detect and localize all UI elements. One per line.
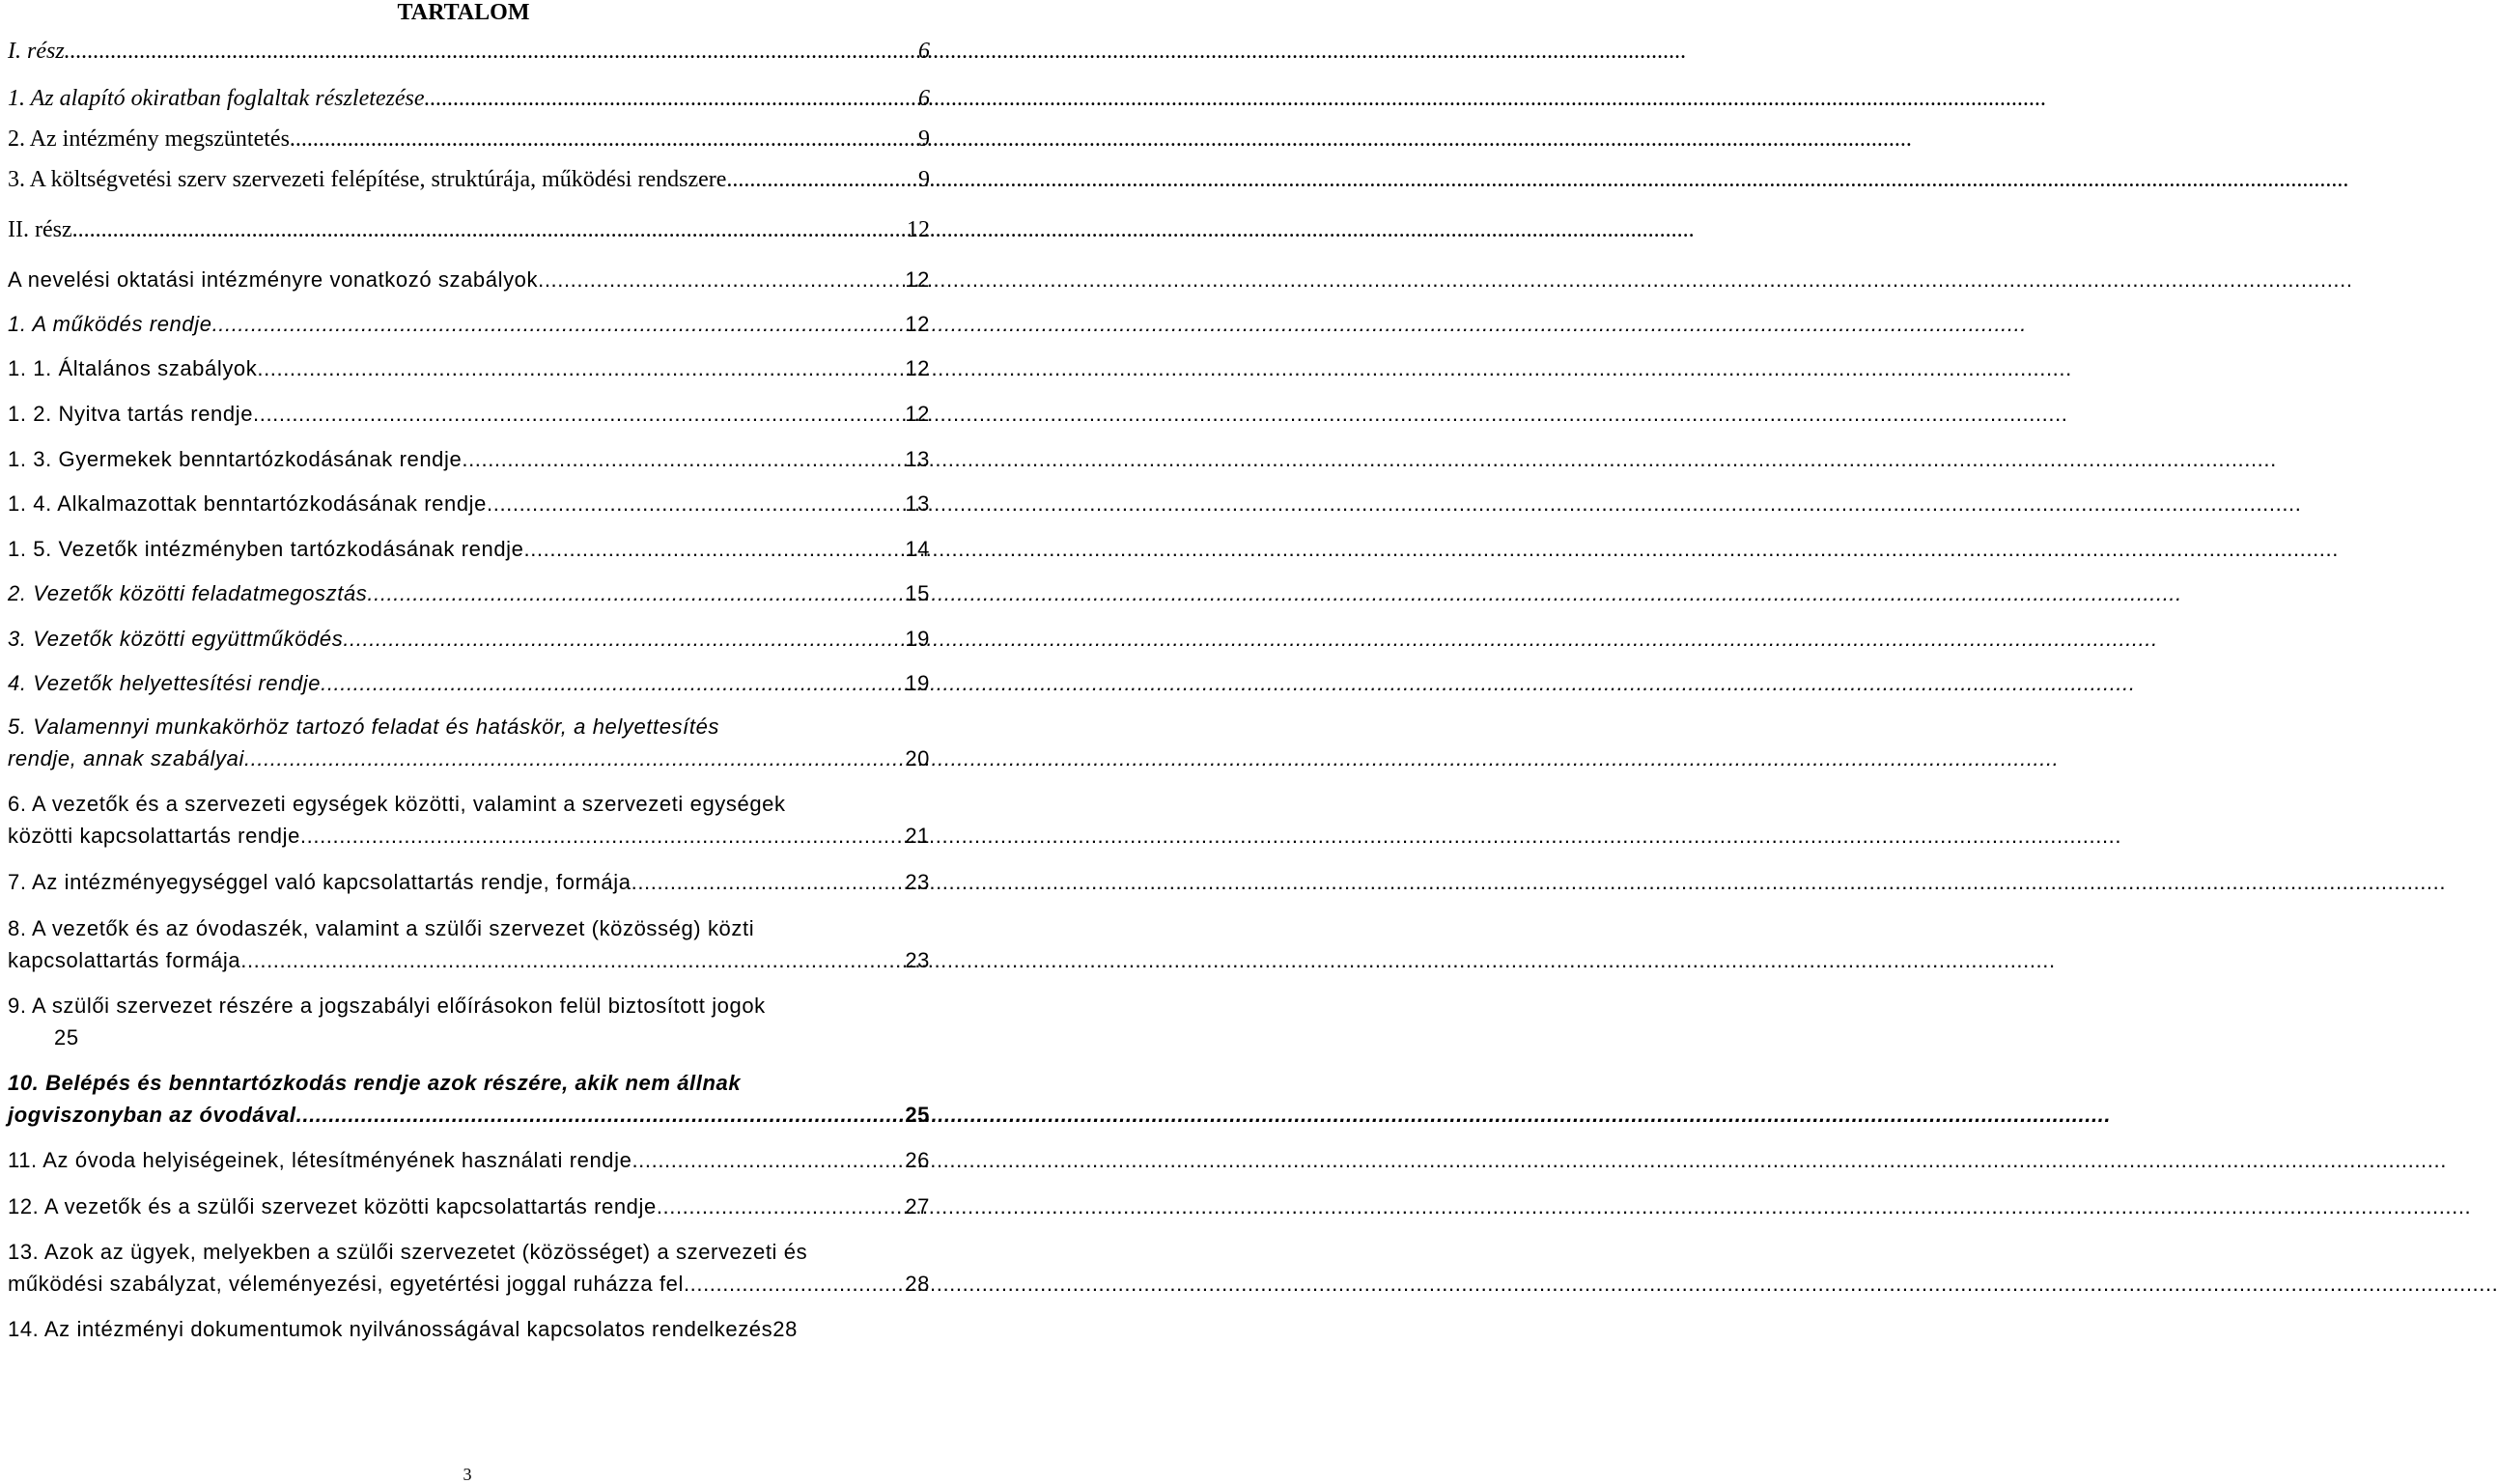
toc-entry-6-kapcsolattartas[interactable]	[8, 788, 930, 852]
toc-entry-page: 14	[905, 537, 930, 561]
toc-entry-page: 12	[905, 356, 930, 380]
dot-leader	[462, 443, 905, 475]
toc-entry-page: 27	[905, 1194, 930, 1218]
toc-entry-page: 28	[772, 1317, 798, 1341]
toc-entry-2-megszuntetes[interactable]	[8, 124, 930, 155]
toc-entry-page: 9	[918, 126, 930, 152]
toc-entry-page: 21	[905, 824, 930, 848]
toc-entry-page: 23	[905, 948, 930, 972]
toc-entry-text-continued: rendje, annak szabályai	[8, 746, 244, 770]
dot-leader	[657, 1190, 906, 1222]
toc-entry-4-helyettesitesi-rendje[interactable]	[8, 667, 930, 699]
toc-entry-text: 3. A költségvetési szerv szervezeti felépítése, struktúrája, működési rendszere	[8, 167, 727, 192]
toc-entry-1-alapito-okirat[interactable]	[8, 83, 930, 115]
dot-leader	[244, 742, 905, 774]
dot-leader	[257, 352, 905, 384]
toc-entry-text: 7. Az intézményegységgel való kapcsolattartás rendje, formája	[8, 870, 632, 894]
toc-entry-text: 12. A vezetők és a szülői szervezet közötti kapcsolattartás rendje	[8, 1194, 657, 1218]
dot-leader	[290, 124, 918, 155]
toc-entry-text: 11. Az óvoda helyiségeinek, létesítményének használati rendje	[8, 1148, 632, 1172]
toc-entry-page: 15	[905, 581, 930, 605]
toc-entry-text: 1. 2. Nyitva tartás rendje	[8, 402, 254, 426]
toc-entry-text: II. rész	[8, 217, 72, 242]
toc-entry-text: 1. 1. Általános szabályok	[8, 356, 258, 380]
page-number: 3	[463, 1465, 472, 1484]
toc-entry-page: 26	[905, 1148, 930, 1172]
toc-entry-page: 23	[905, 870, 930, 894]
dot-leader	[632, 1144, 905, 1176]
toc-entry-text: 9. A szülői szervezet részére a jogszabályi előírásokon felül biztosított jogok	[8, 994, 766, 1018]
dot-leader	[538, 264, 905, 295]
toc-entry-14-dokumentumok[interactable]	[8, 1313, 930, 1345]
toc-entry-page: 13	[905, 491, 930, 516]
toc-entry-text: 3. Vezetők közötti együttműködés	[8, 627, 344, 651]
toc-entry-page: 12	[905, 402, 930, 426]
toc-entry-page: 12	[905, 267, 930, 292]
dot-leader	[632, 866, 906, 898]
toc-entry-ii-resz[interactable]	[8, 214, 930, 246]
toc-entry-text: 4. Vezetők helyettesítési rendje	[8, 671, 322, 695]
toc-entry-1-mukodes-rendje[interactable]	[8, 308, 930, 340]
toc-entry-text: 13. Azok az ügyek, melyekben a szülői szervezetet (közösséget) a szervezeti és	[8, 1240, 808, 1264]
toc-entry-text-continued: működési szabályzat, véleményezési, egyetértési joggal ruházza fel	[8, 1272, 684, 1296]
toc-entry-page: 9	[918, 167, 930, 192]
toc-entry-page: 28	[905, 1272, 930, 1296]
toc-entry-page: 13	[905, 447, 930, 471]
toc-entry-text: A nevelési oktatási intézményre vonatkozó szabályok	[8, 267, 539, 292]
toc-entry-page: 6	[918, 39, 930, 64]
toc-entry-9-szuloi-jogok[interactable]	[8, 990, 930, 1053]
toc-entry-text: 10. Belépés és benntartózkodás rendje azok részére, akik nem állnak	[8, 1071, 742, 1095]
toc-entry-1-3-gyermekek[interactable]	[8, 443, 930, 475]
toc-entry-11-helyisegek[interactable]	[8, 1144, 930, 1176]
toc-entry-1-1-altalanos[interactable]	[8, 352, 930, 384]
dot-leader	[726, 164, 918, 196]
toc-entry-text: 1. 5. Vezetők intézményben tartózkodásának rendje	[8, 537, 524, 561]
dot-leader	[240, 944, 905, 976]
dot-leader	[212, 308, 906, 340]
dot-leader	[321, 667, 905, 699]
toc-entry-5-munkakorok[interactable]	[8, 711, 930, 774]
toc-entry-page: 19	[905, 671, 930, 695]
toc-entry-3-szervezeti-felepites[interactable]	[8, 164, 930, 196]
toc-entry-text: 2. Az intézmény megszüntetés	[8, 126, 290, 152]
dot-leader	[524, 533, 906, 565]
toc-entry-page: 12	[905, 312, 930, 336]
dot-leader	[425, 83, 918, 115]
toc-entry-3-egyuttmukodes[interactable]	[8, 623, 930, 655]
dot-leader	[487, 488, 905, 519]
toc-entry-page: 12	[907, 217, 930, 242]
toc-entry-1-5-vezetok[interactable]	[8, 533, 930, 565]
dot-leader	[253, 398, 905, 430]
toc-entry-text: 14. Az intézményi dokumentumok nyilvánosságával kapcsolatos rendelkezés	[8, 1317, 773, 1341]
toc-entry-13-ugyek[interactable]	[8, 1236, 930, 1300]
toc-entry-page: 25	[905, 1103, 930, 1127]
toc-entry-7-intezmenyegyseg[interactable]	[8, 866, 930, 898]
toc-entry-text-continued: közötti kapcsolattartás rendje.	[8, 824, 307, 848]
dot-leader	[684, 1268, 905, 1300]
dot-leader	[343, 623, 905, 655]
dot-leader	[367, 577, 905, 609]
toc-entry-text-continued: jogviszonyban az óvodával	[8, 1103, 296, 1127]
toc-entry-page: 6	[918, 86, 930, 111]
toc-entry-text: 8. A vezetők és az óvodaszék, valamint a szülői szervezet (közösség) közti	[8, 916, 755, 940]
toc-entry-nevelesi-szabalyok[interactable]	[8, 264, 930, 295]
toc-entry-1-4-alkalmazottak[interactable]	[8, 488, 930, 519]
dot-leader	[307, 820, 906, 852]
toc-entry-10-belepes[interactable]	[8, 1067, 930, 1131]
toc-entry-text: 2. Vezetők közötti feladatmegosztás	[8, 581, 368, 605]
toc-entry-page: 25	[54, 1025, 79, 1050]
toc-entry-page: 20	[905, 746, 930, 770]
toc-entry-text: 1. 4. Alkalmazottak benntartózkodásának rendje	[8, 491, 488, 516]
toc-entry-i-resz[interactable]	[8, 36, 930, 68]
toc-entry-8-ovodaszek[interactable]	[8, 912, 930, 976]
toc-entry-text: I. rész	[8, 39, 65, 64]
dot-leader	[65, 36, 918, 68]
toc-entry-text-continued: kapcsolattartás formája	[8, 948, 241, 972]
toc-entry-1-2-nyitva-tartas[interactable]	[8, 398, 930, 430]
toc-entry-text: 1. A működés rendje	[8, 312, 212, 336]
dot-leader	[72, 214, 907, 246]
toc-entry-2-feladatmegosztas[interactable]	[8, 577, 930, 609]
toc-entry-text: 6. A vezetők és a szervezeti egységek közötti, valamint a szervezeti egységek	[8, 792, 786, 816]
toc-entry-12-szuloi-kapcsolattartas[interactable]	[8, 1190, 930, 1222]
dot-leader	[296, 1099, 906, 1131]
toc-entry-text: 1. 3. Gyermekek benntartózkodásának rendje	[8, 447, 463, 471]
toc-entry-text: 5. Valamennyi munkakörhöz tartozó feladat és hatáskör, a helyettesítés	[8, 714, 720, 739]
toc-entry-page: 19	[905, 627, 930, 651]
toc-entry-text: 1. Az alapító okiratban foglaltak részletezése	[8, 86, 425, 111]
page-title: TARTALOM	[397, 0, 530, 25]
